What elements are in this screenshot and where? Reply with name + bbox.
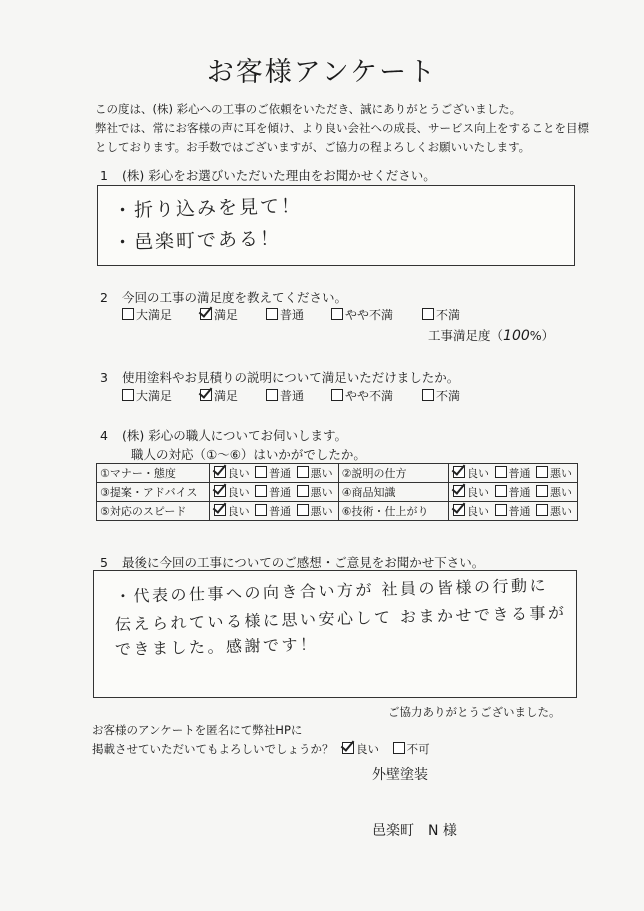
rating-choices [209, 502, 338, 521]
handwritten-comment-line: ・代表の仕事への向き合い方が 社員の皆様の行動に [114, 575, 549, 606]
staff-evaluation-table [96, 463, 578, 521]
checkbox-checked[interactable] [214, 504, 226, 516]
option-item[interactable] [266, 387, 304, 404]
intro-line: この度は、(株) 彩心への工事のご依頼をいただき、誠にありがとうございました。 [95, 102, 522, 116]
question-number: 4 [100, 428, 108, 443]
satisfaction-label: 工事満足度 [428, 328, 491, 343]
option-label: 不満 [436, 308, 461, 322]
handwritten-answer: ・邑楽町である！ [112, 227, 282, 254]
question-5 [100, 553, 484, 571]
question-2 [100, 288, 347, 306]
intro-text [95, 100, 615, 157]
checkbox[interactable] [331, 389, 343, 401]
handwritten-comment-line: できました。感謝です！ [114, 634, 319, 659]
option-item[interactable] [453, 484, 491, 500]
option-item[interactable] [297, 503, 335, 519]
option-label: 悪い [550, 486, 572, 499]
option-label: 悪い [550, 467, 572, 480]
checkbox[interactable] [266, 389, 278, 401]
option-item[interactable] [453, 465, 491, 481]
option-item[interactable] [122, 387, 172, 404]
checkbox[interactable] [122, 308, 134, 320]
table-row [97, 464, 578, 483]
option-label: やや不満 [345, 308, 394, 322]
checkbox-checked[interactable] [200, 389, 212, 401]
customer-name: 邑楽町 N 様 [372, 823, 457, 839]
option-item[interactable] [536, 503, 574, 519]
question-number: 5 [100, 555, 108, 570]
checkbox[interactable] [297, 504, 309, 516]
option-item[interactable] [495, 484, 533, 500]
checkbox[interactable] [422, 389, 434, 401]
checkbox-checked[interactable] [214, 485, 226, 497]
option-item[interactable] [122, 306, 172, 323]
checkbox-checked[interactable] [200, 308, 212, 320]
handwritten-comment-line: 伝えられている様に思い安心して おまかせできる事が [114, 603, 567, 634]
criterion-label: ⑤対応のスピード [97, 502, 210, 521]
option-label: 良い [227, 505, 250, 518]
question-number: 3 [100, 370, 108, 385]
checkbox-checked[interactable] [453, 466, 465, 478]
option-item[interactable] [214, 503, 252, 519]
option-label: 普通 [280, 308, 305, 322]
intro-line: としております。お手数ではございますが、ご協力の程よろしくお願いいたします。 [95, 140, 531, 154]
page-title: お客様アンケート [206, 57, 438, 88]
checkbox[interactable] [297, 485, 309, 497]
satisfaction-value: 100 [503, 328, 530, 344]
option-label: 不満 [436, 389, 461, 403]
criterion-label: ③提案・アドバイス [97, 483, 210, 502]
option-label: 良い [227, 467, 250, 480]
option-item[interactable] [297, 465, 335, 481]
criterion-label: ⑥技術・仕上がり [338, 502, 448, 521]
checkbox[interactable] [495, 504, 507, 516]
question-3 [100, 368, 459, 386]
option-item[interactable] [453, 503, 491, 519]
option-item[interactable] [214, 465, 252, 481]
checkbox-checked[interactable] [214, 466, 226, 478]
criterion-label: ①マナー・態度 [97, 464, 210, 483]
criterion-label: ②説明の仕方 [338, 464, 448, 483]
question-text: (株) 彩心の職人についてお伺いします。 [122, 428, 347, 443]
satisfaction-rating [428, 326, 554, 344]
checkbox[interactable] [536, 485, 548, 497]
rating-choices [209, 464, 338, 483]
option-item[interactable] [495, 465, 533, 481]
option-label: やや不満 [345, 389, 394, 403]
option-label: 普通 [269, 486, 292, 499]
question-number: 1 [100, 168, 108, 183]
consent-question-line2: 掲載させていただいてもよろしいでしょうか？ [92, 742, 334, 756]
option-label: 良い [356, 742, 379, 756]
option-item[interactable] [297, 484, 335, 500]
checkbox[interactable] [422, 308, 434, 320]
handwritten-answer: ・折り込みを見て！ [112, 195, 303, 222]
checkbox-checked[interactable] [342, 742, 354, 754]
option-label: 満足 [214, 308, 239, 322]
checkbox-checked[interactable] [453, 504, 465, 516]
option-label: 悪い [310, 467, 333, 480]
option-item[interactable] [255, 503, 293, 519]
option-label: 普通 [508, 486, 531, 499]
checkbox-checked[interactable] [453, 485, 465, 497]
option-label: 大満足 [136, 308, 173, 322]
option-label: 大満足 [136, 389, 173, 403]
option-item[interactable] [422, 387, 460, 404]
checkbox[interactable] [536, 504, 548, 516]
option-item[interactable] [200, 387, 238, 404]
table-row [97, 483, 578, 502]
option-item[interactable] [422, 306, 460, 323]
option-item[interactable] [393, 742, 430, 756]
rating-choices [449, 502, 578, 521]
checkbox[interactable] [122, 389, 134, 401]
checkbox[interactable] [255, 466, 267, 478]
checkbox[interactable] [495, 466, 507, 478]
rating-choices [449, 464, 578, 483]
checkbox[interactable] [495, 485, 507, 497]
option-item[interactable] [255, 484, 293, 500]
option-item[interactable] [255, 465, 293, 481]
checkbox[interactable] [536, 466, 548, 478]
question-1 [100, 166, 436, 184]
option-label: 普通 [508, 467, 531, 480]
option-item[interactable] [331, 306, 393, 323]
consent-question-line1: お客様のアンケートを匿名にて弊社HPに [92, 723, 303, 737]
option-label: 悪い [310, 486, 333, 499]
checkbox[interactable] [297, 466, 309, 478]
question-text: 今回の工事の満足度を教えてください。 [122, 290, 348, 305]
question-number: 2 [100, 290, 108, 305]
option-item[interactable] [331, 387, 393, 404]
paren-close: %） [529, 328, 555, 343]
rating-choices [449, 483, 578, 502]
option-label: 良い [467, 467, 489, 480]
option-label: 普通 [269, 505, 292, 518]
rating-choices [209, 483, 338, 502]
option-label: 普通 [269, 467, 292, 480]
option-item[interactable] [536, 465, 574, 481]
option-item[interactable] [536, 484, 574, 500]
option-label: 良い [227, 486, 250, 499]
question-4-subtext: 職人の対応（①～⑥）はいかがでしたか。 [131, 447, 366, 462]
checkbox[interactable] [266, 308, 278, 320]
intro-line: 弊社では、常にお客様の声に耳を傾け、より良い会社への成長、サービス向上をすることを目標 [95, 121, 590, 135]
option-label: 良い [467, 505, 489, 518]
work-type: 外壁塗装 [372, 767, 428, 783]
thanks-text: ご協力ありがとうございました。 [388, 705, 561, 719]
option-label: 普通 [508, 505, 531, 518]
paren-open: （ [490, 328, 504, 343]
question-text: (株) 彩心をお選びいただいた理由をお聞かせください。 [122, 168, 436, 183]
question-text: 最後に今回の工事についてのご感想・ご意見をお聞かせ下さい。 [122, 555, 485, 570]
checkbox[interactable] [393, 742, 405, 754]
consent-options [342, 741, 430, 757]
option-label: 悪い [310, 505, 333, 518]
option-item[interactable] [495, 503, 533, 519]
question-4 [100, 426, 347, 444]
checkbox[interactable] [255, 504, 267, 516]
option-item[interactable] [214, 484, 252, 500]
option-label: 悪い [550, 505, 572, 518]
option-item[interactable] [342, 742, 379, 756]
checkbox[interactable] [255, 485, 267, 497]
option-label: 普通 [280, 389, 305, 403]
option-label: 良い [467, 486, 489, 499]
table-row [97, 502, 578, 521]
option-item[interactable] [200, 306, 238, 323]
question-text: 使用塗料やお見積りの説明について満足いただけましたか。 [122, 370, 460, 385]
checkbox[interactable] [331, 308, 343, 320]
criterion-label: ④商品知識 [338, 483, 448, 502]
option-label: 満足 [214, 389, 239, 403]
option-item[interactable] [266, 306, 304, 323]
option-label: 不可 [406, 742, 430, 756]
